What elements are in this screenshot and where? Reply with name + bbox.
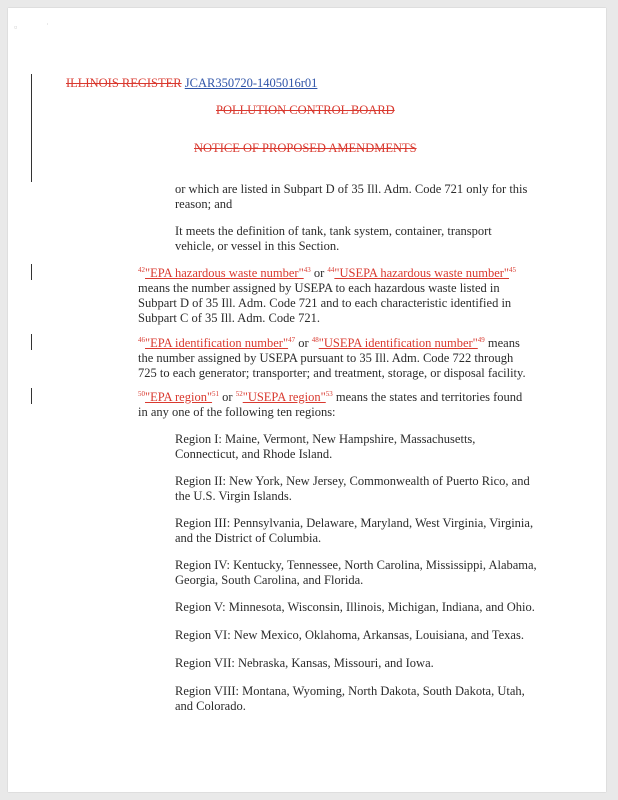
change-bar — [31, 388, 32, 404]
footnote-mark: 44 — [327, 265, 335, 274]
change-bar — [31, 74, 32, 182]
notice-title-struck: NOTICE OF PROPOSED AMENDMENTS — [194, 141, 417, 155]
def-text: means the number assigned by USEPA to each hazardous waste listed in Subpart D of 35 Ill. Adm. Code 721 and to each characteristic identified in Subpart C of 35 Ill. Adm. Code 721. — [138, 281, 512, 325]
doc-id: JCAR350720-1405016r01 — [184, 76, 318, 90]
change-bar — [31, 264, 32, 280]
region-item: Region I: Maine, Vermont, New Hampshire, Massachusetts, Connecticut, and Rhode Island. — [175, 432, 476, 461]
footnote-mark: 49 — [477, 335, 485, 344]
def-or: or — [219, 390, 236, 404]
footnote-mark: 45 — [509, 265, 517, 274]
footnote-mark: 47 — [288, 335, 296, 344]
item-or-listed: or which are listed in Subpart D of 35 Ill. Adm. Code 721 only for this reason; and — [175, 182, 528, 211]
register-header — [66, 76, 317, 91]
def-term-usepa: "USEPA identification number" — [318, 336, 478, 350]
footnote-mark: 43 — [303, 265, 311, 274]
footnote-mark: 48 — [311, 335, 319, 344]
footnote-mark: 52 — [235, 389, 243, 398]
footnote-mark: 50 — [138, 389, 145, 398]
def-or: or — [310, 266, 328, 280]
region-item: Region VI: New Mexico, Oklahoma, Arkansas, Louisiana, and Texas. — [175, 628, 524, 642]
footnote-mark: 51 — [212, 389, 220, 398]
scan-mark: ˙ — [46, 22, 49, 32]
definition-waste-number — [138, 266, 532, 326]
region-item: Region IV: Kentucky, Tennessee, North Carolina, Mississippi, Alabama, Georgia, South Carolina, and Florida. — [175, 558, 537, 587]
def-term-usepa: "USEPA hazardous waste number" — [334, 266, 510, 280]
scan-mark: ▫ — [14, 22, 18, 32]
def-text: means the number assigned by USEPA pursuant to 35 Ill. Adm. Code 722 through 725 to each generator; transporter; and treatment, storage, or disposal facility. — [138, 336, 526, 380]
def-or: or — [295, 336, 312, 350]
def-text: means the states and territories found in any one of the following ten regions: — [138, 390, 523, 419]
document-page — [8, 8, 606, 792]
definition-region — [138, 390, 532, 420]
def-term-usepa: "USEPA region" — [242, 390, 326, 404]
region-item: Region VIII: Montana, Wyoming, North Dakota, South Dakota, Utah, and Colorado. — [175, 684, 525, 713]
footnote-mark: 46 — [138, 335, 145, 344]
register-title-struck: ILLINOIS REGISTER — [66, 76, 182, 90]
region-item: Region III: Pennsylvania, Delaware, Maryland, West Virginia, Virginia, and the District of Columbia. — [175, 516, 534, 545]
definition-id-number — [138, 336, 532, 381]
region-item: Region V: Minnesota, Wisconsin, Illinois, Michigan, Indiana, and Ohio. — [175, 600, 535, 614]
board-title-struck: POLLUTION CONTROL BOARD — [216, 103, 395, 117]
footnote-mark: 53 — [325, 389, 333, 398]
footnote-mark: 42 — [138, 265, 145, 274]
def-term-epa: "EPA identification number" — [145, 336, 289, 350]
def-term-epa: "EPA region" — [145, 390, 213, 404]
item-meets-definition: It meets the definition of tank, tank system, container, transport vehicle, or vessel in this Section. — [175, 224, 492, 253]
def-term-epa: "EPA hazardous waste number" — [145, 266, 304, 280]
region-item: Region II: New York, New Jersey, Commonwealth of Puerto Rico, and the U.S. Virgin Islands. — [175, 474, 530, 503]
region-item: Region VII: Nebraska, Kansas, Missouri, and Iowa. — [175, 656, 434, 670]
change-bar — [31, 334, 32, 350]
